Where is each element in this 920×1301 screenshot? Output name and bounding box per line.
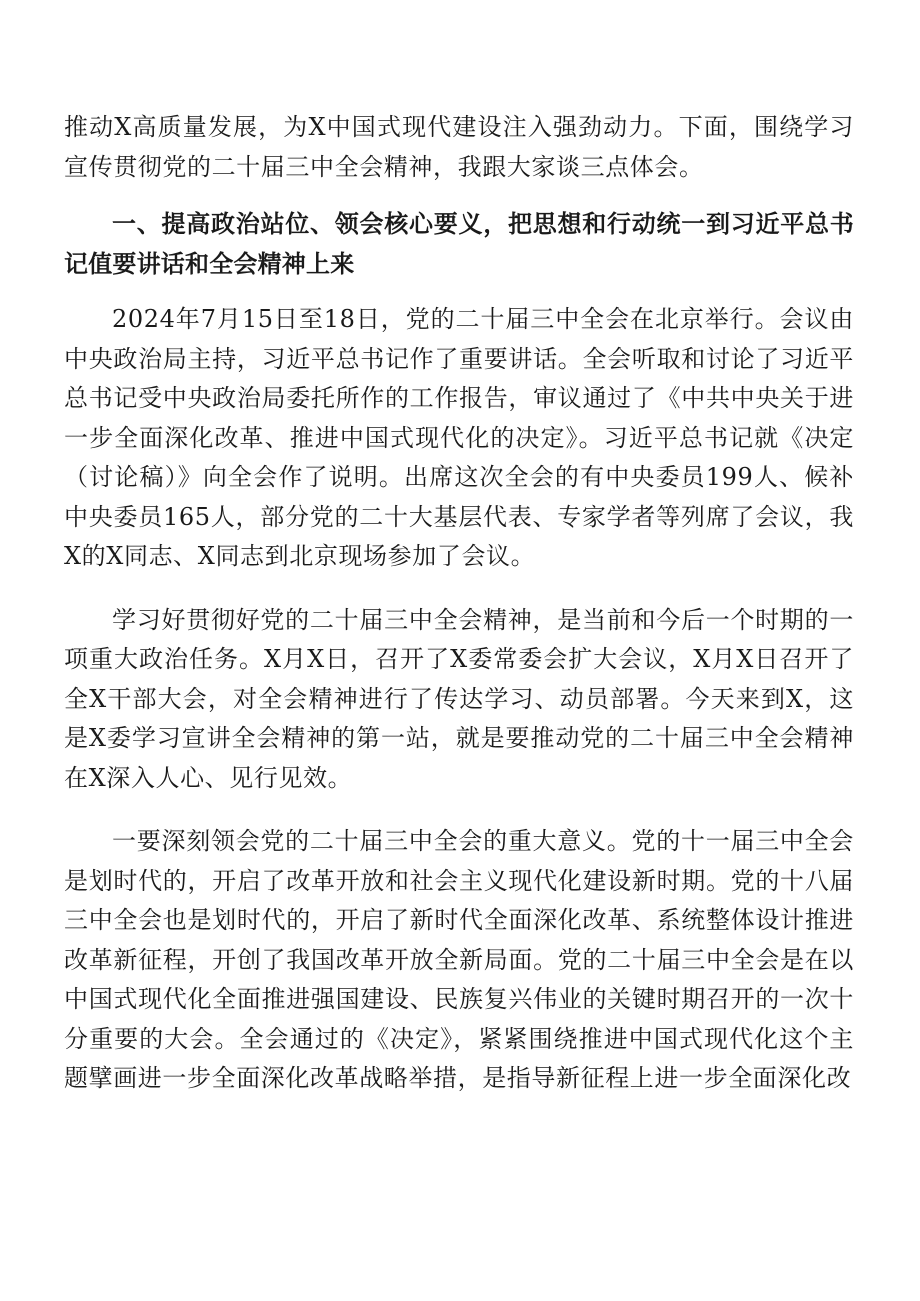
body-paragraph-2: 学习好贯彻好党的二十届三中全会精神，是当前和今后一个时期的一项重大政治任务。X月X日，召开了X委常委会扩大会议，X月X日召开了全X干部大会，对全会精神进行了传达学习、动员部署。今天来到X，这是X委学习宣讲全会精神的第一站，就是要推动党的二十届三中全会精神在X深入人心、见行见效。 (64, 605, 854, 792)
section-heading-1: 一、提高政治站位、领会核心要义，把思想和行动统一到习近平总书记值要讲话和全会精神上来 (64, 210, 854, 278)
intro-paragraph: 推动X高质量发展，为X中国式现代建设注入强劲动力。下面，围绕学习宣传贯彻党的二十届三中全会精神，我跟大家谈三点体会。 (64, 113, 854, 181)
body-paragraph-1: 2024年7月15日至18日，党的二十届三中全会在北京举行。会议由中央政治局主持，习近平总书记作了重要讲话。全会听取和讨论了习近平总书记受中央政治局委托所作的工作报告，审议通过了《中共中央关于进一步全面深化改革、推进中国式现代化的决定》。习近平总书记就《决定（讨论稿）》向全会作了说明。出席这次全会的有中央委员199人、候补中央委员165人，部分党的二十大基层代表、专家学者等列席了会议，我X的X同志、X同志到北京现场参加了会议。 (64, 305, 854, 570)
document-page (64, 108, 854, 1099)
body-paragraph-3: 一要深刻领会党的二十届三中全会的重大意义。党的十一届三中全会是划时代的，开启了改革开放和社会主义现代化建设新时期。党的十八届三中全会也是划时代的，开启了新时代全面深化改革、系统整体设计推进改革新征程，开创了我国改革开放全新局面。党的二十届三中全会是在以中国式现代化全面推进强国建设、民族复兴伟业的关键时期召开的一次十分重要的大会。全会通过的《决定》，紧紧围绕推进中国式现代化这个主题擘画进一步全面深化改革战略举措，是指导新征程上进一步全面深化改 (64, 827, 854, 1092)
